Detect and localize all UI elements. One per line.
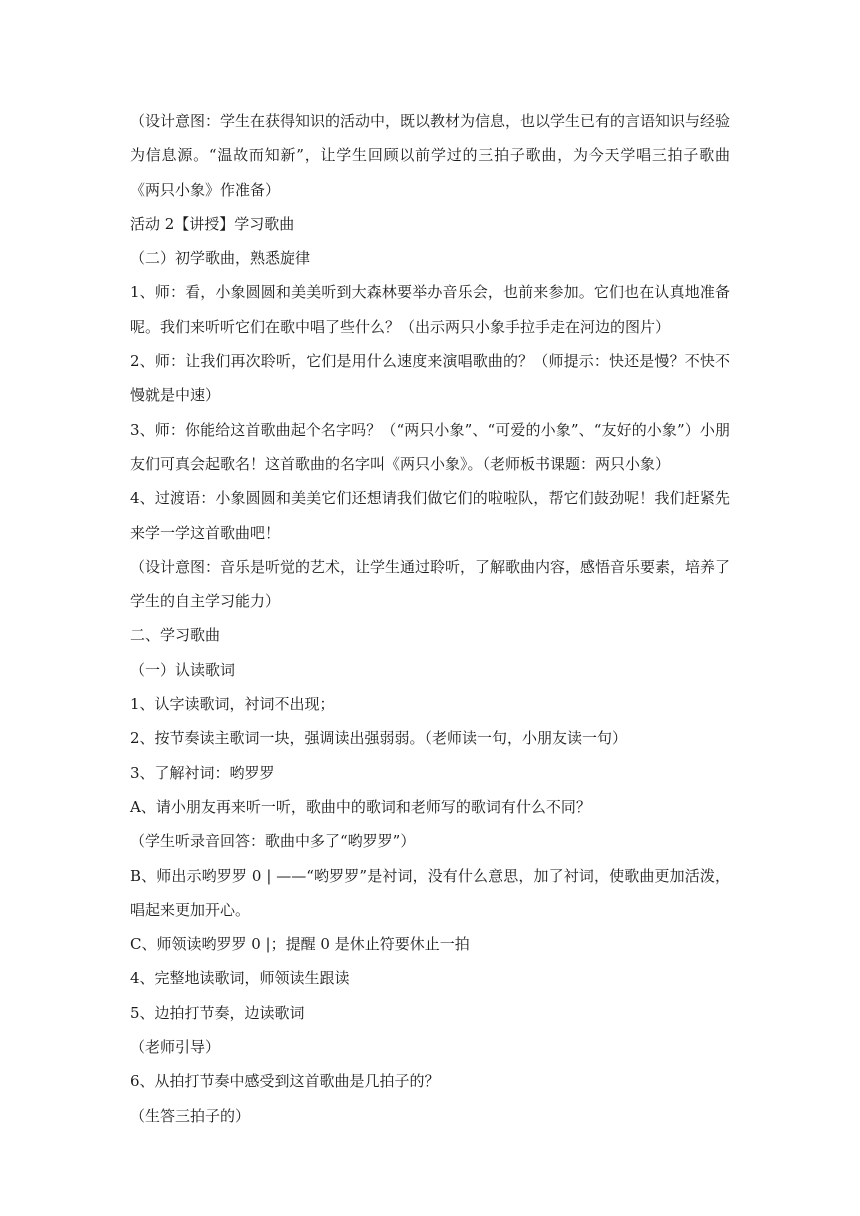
step-4-transition: 4、过渡语：小象圆圆和美美它们还想请我们做它们的啦啦队，帮它们鼓劲呢！我们赶紧先来学一学这首歌曲吧！ xyxy=(130,489,730,542)
lyrics-step-5-note: （老师引导） xyxy=(130,1038,221,1057)
step-2-speed: 2、师：让我们再次聆听，它们是用什么速度来演唱歌曲的？（师提示：快还是慢？不快不慢就是中速） xyxy=(130,352,730,405)
lyrics-step-3a: A、请小朋友再来听一听，歌曲中的歌词和老师写的歌词有什么不同？ xyxy=(130,797,591,816)
subsection-read-lyrics: （一）认读歌词 xyxy=(130,660,236,679)
design-intent-paragraph-2: （设计意图：音乐是听觉的艺术，让学生通过聆听，了解歌曲内容，感悟音乐要素，培养了学生的自主学习能力） xyxy=(130,557,731,611)
lyrics-step-5: 5、边拍打节奏，边读歌词 xyxy=(130,1003,305,1022)
lyrics-step-1: 1、认字读歌词，衬词不出现； xyxy=(130,695,335,714)
lyrics-step-6-answer: （生答三拍子的） xyxy=(130,1106,251,1125)
document-page xyxy=(130,104,730,1133)
lyrics-step-2: 2、按节奏读主歌词一块，强调读出强弱弱。（老师读一句，小朋友读一句） xyxy=(130,729,628,748)
lyrics-step-4: 4、完整地读歌词，师领读生跟读 xyxy=(130,969,350,988)
lyrics-step-3: 3、了解衬词：哟罗罗 xyxy=(130,763,275,782)
lyrics-step-6: 6、从拍打节奏中感受到这首歌曲是几拍子的？ xyxy=(130,1072,440,1091)
design-intent-paragraph-1: （设计意图：学生在获得知识的活动中，既以教材为信息，也以学生已有的言语知识与经验为信息源。“温故而知新”，让学生回顾以前学过的三拍子歌曲，为今天学唱三拍子歌曲《两只小象》作准备） xyxy=(130,112,731,199)
lyrics-step-3a-answer: （学生听录音回答：歌曲中多了“哟罗罗”） xyxy=(130,832,416,851)
section-2-learn-song: 二、学习歌曲 xyxy=(130,626,221,645)
lyrics-step-3c: C、师领读哟罗罗 0 |；提醒 0 是休止符要休止一拍 xyxy=(130,935,470,954)
lyrics-step-3b: B、师出示哟罗罗 0 | ——“哟罗罗”是衬词，没有什么意思，加了衬词，使歌曲更加活泼，唱起来更加开心。 xyxy=(130,866,730,919)
step-3-song-name: 3、师：你能给这首歌曲起个名字吗？（“两只小象”、“可爱的小象”、“友好的小象”）小朋友们可真会起歌名！这首歌曲的名字叫《两只小象》。（老师板书课题：两只小象） xyxy=(130,420,730,473)
step-1-listen: 1、师：看，小象圆圆和美美听到大森林要举办音乐会，也前来参加。它们也在认真地准备呢。我们来听听它们在歌中唱了些什么？（出示两只小象手拉手走在河边的图片） xyxy=(130,283,730,336)
activity-2-heading: 活动 2【讲授】学习歌曲 xyxy=(130,214,295,233)
section-first-learn-song: （二）初学歌曲，熟悉旋律 xyxy=(130,249,311,268)
